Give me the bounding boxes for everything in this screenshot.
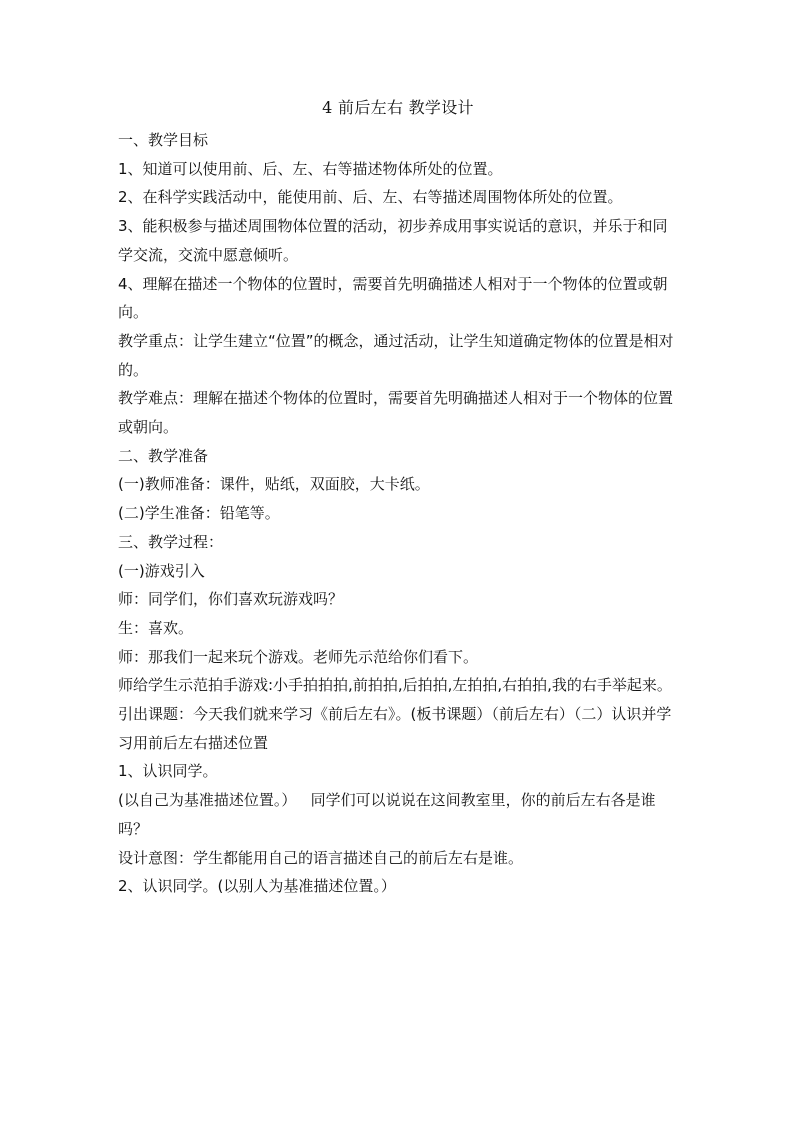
step-know-classmates-1: 1、认识同学。 — [118, 762, 218, 781]
design-intent: 设计意图：学生都能用自己的语言描述自己的前后左右是谁。 — [118, 848, 524, 867]
document-body — [118, 95, 678, 901]
objective-4: 4、理解在描述一个物体的位置时，需要首先明确描述人相对于一个物体的位置或朝向。 — [118, 274, 668, 322]
topic-introduction: 引出课题：今天我们就来学习《前后左右》。(板书课题）（前后左右）（二）认识并学习用前后左右描述位置 — [118, 705, 672, 752]
student-preparation: (二)学生准备：铅笔等。 — [118, 504, 280, 523]
subsection-game-intro: (一)游戏引入 — [118, 561, 205, 580]
teaching-key-point: 教学重点：让学生建立“位置”的概念，通过活动，让学生知道确定物体的位置是相对的。 — [118, 331, 674, 379]
dialogue-line: 师：那我们一起来玩个游戏。老师先示范给你们看下。 — [118, 647, 479, 666]
teaching-difficulty: 教学难点：理解在描述个物体的位置时，需要首先明确描述人相对于一个物体的位置或朝向。 — [118, 389, 674, 437]
section-heading-preparation: 二、教学准备 — [118, 446, 209, 465]
section-heading-objectives: 一、教学目标 — [118, 131, 209, 149]
dialogue-line: 生：喜欢。 — [118, 618, 194, 637]
clapping-game-description: 师给学生示范拍手游戏:小手拍拍拍,前拍拍,后拍拍,左拍拍,右拍拍,我的右手举起来。 — [118, 676, 672, 695]
self-reference-activity: (以自己为基准描述位置。） 同学们可以说说在这间教室里，你的前后左右各是谁吗？ — [118, 791, 656, 838]
objective-2: 2、在科学实践活动中，能使用前、后、左、右等描述周围物体所处的位置。 — [118, 188, 623, 207]
step-know-classmates-2: 2、认识同学。(以别人为基准描述位置。） — [118, 877, 396, 896]
section-heading-process: 三、教学过程： — [118, 532, 224, 551]
dialogue-line: 师：同学们，你们喜欢玩游戏吗？ — [118, 590, 344, 609]
document-title: 4 前后左右 教学设计 — [322, 98, 474, 117]
objective-1: 1、知道可以使用前、后、左、右等描述物体所处的位置。 — [118, 159, 503, 178]
teacher-preparation: (一)教师准备：课件，贴纸，双面胶，大卡纸。 — [118, 475, 430, 494]
objective-3: 3、能积极参与描述周围物体位置的活动，初步养成用事实说话的意识，并乐于和同学交流，交流中愿意倾听。 — [118, 217, 668, 264]
